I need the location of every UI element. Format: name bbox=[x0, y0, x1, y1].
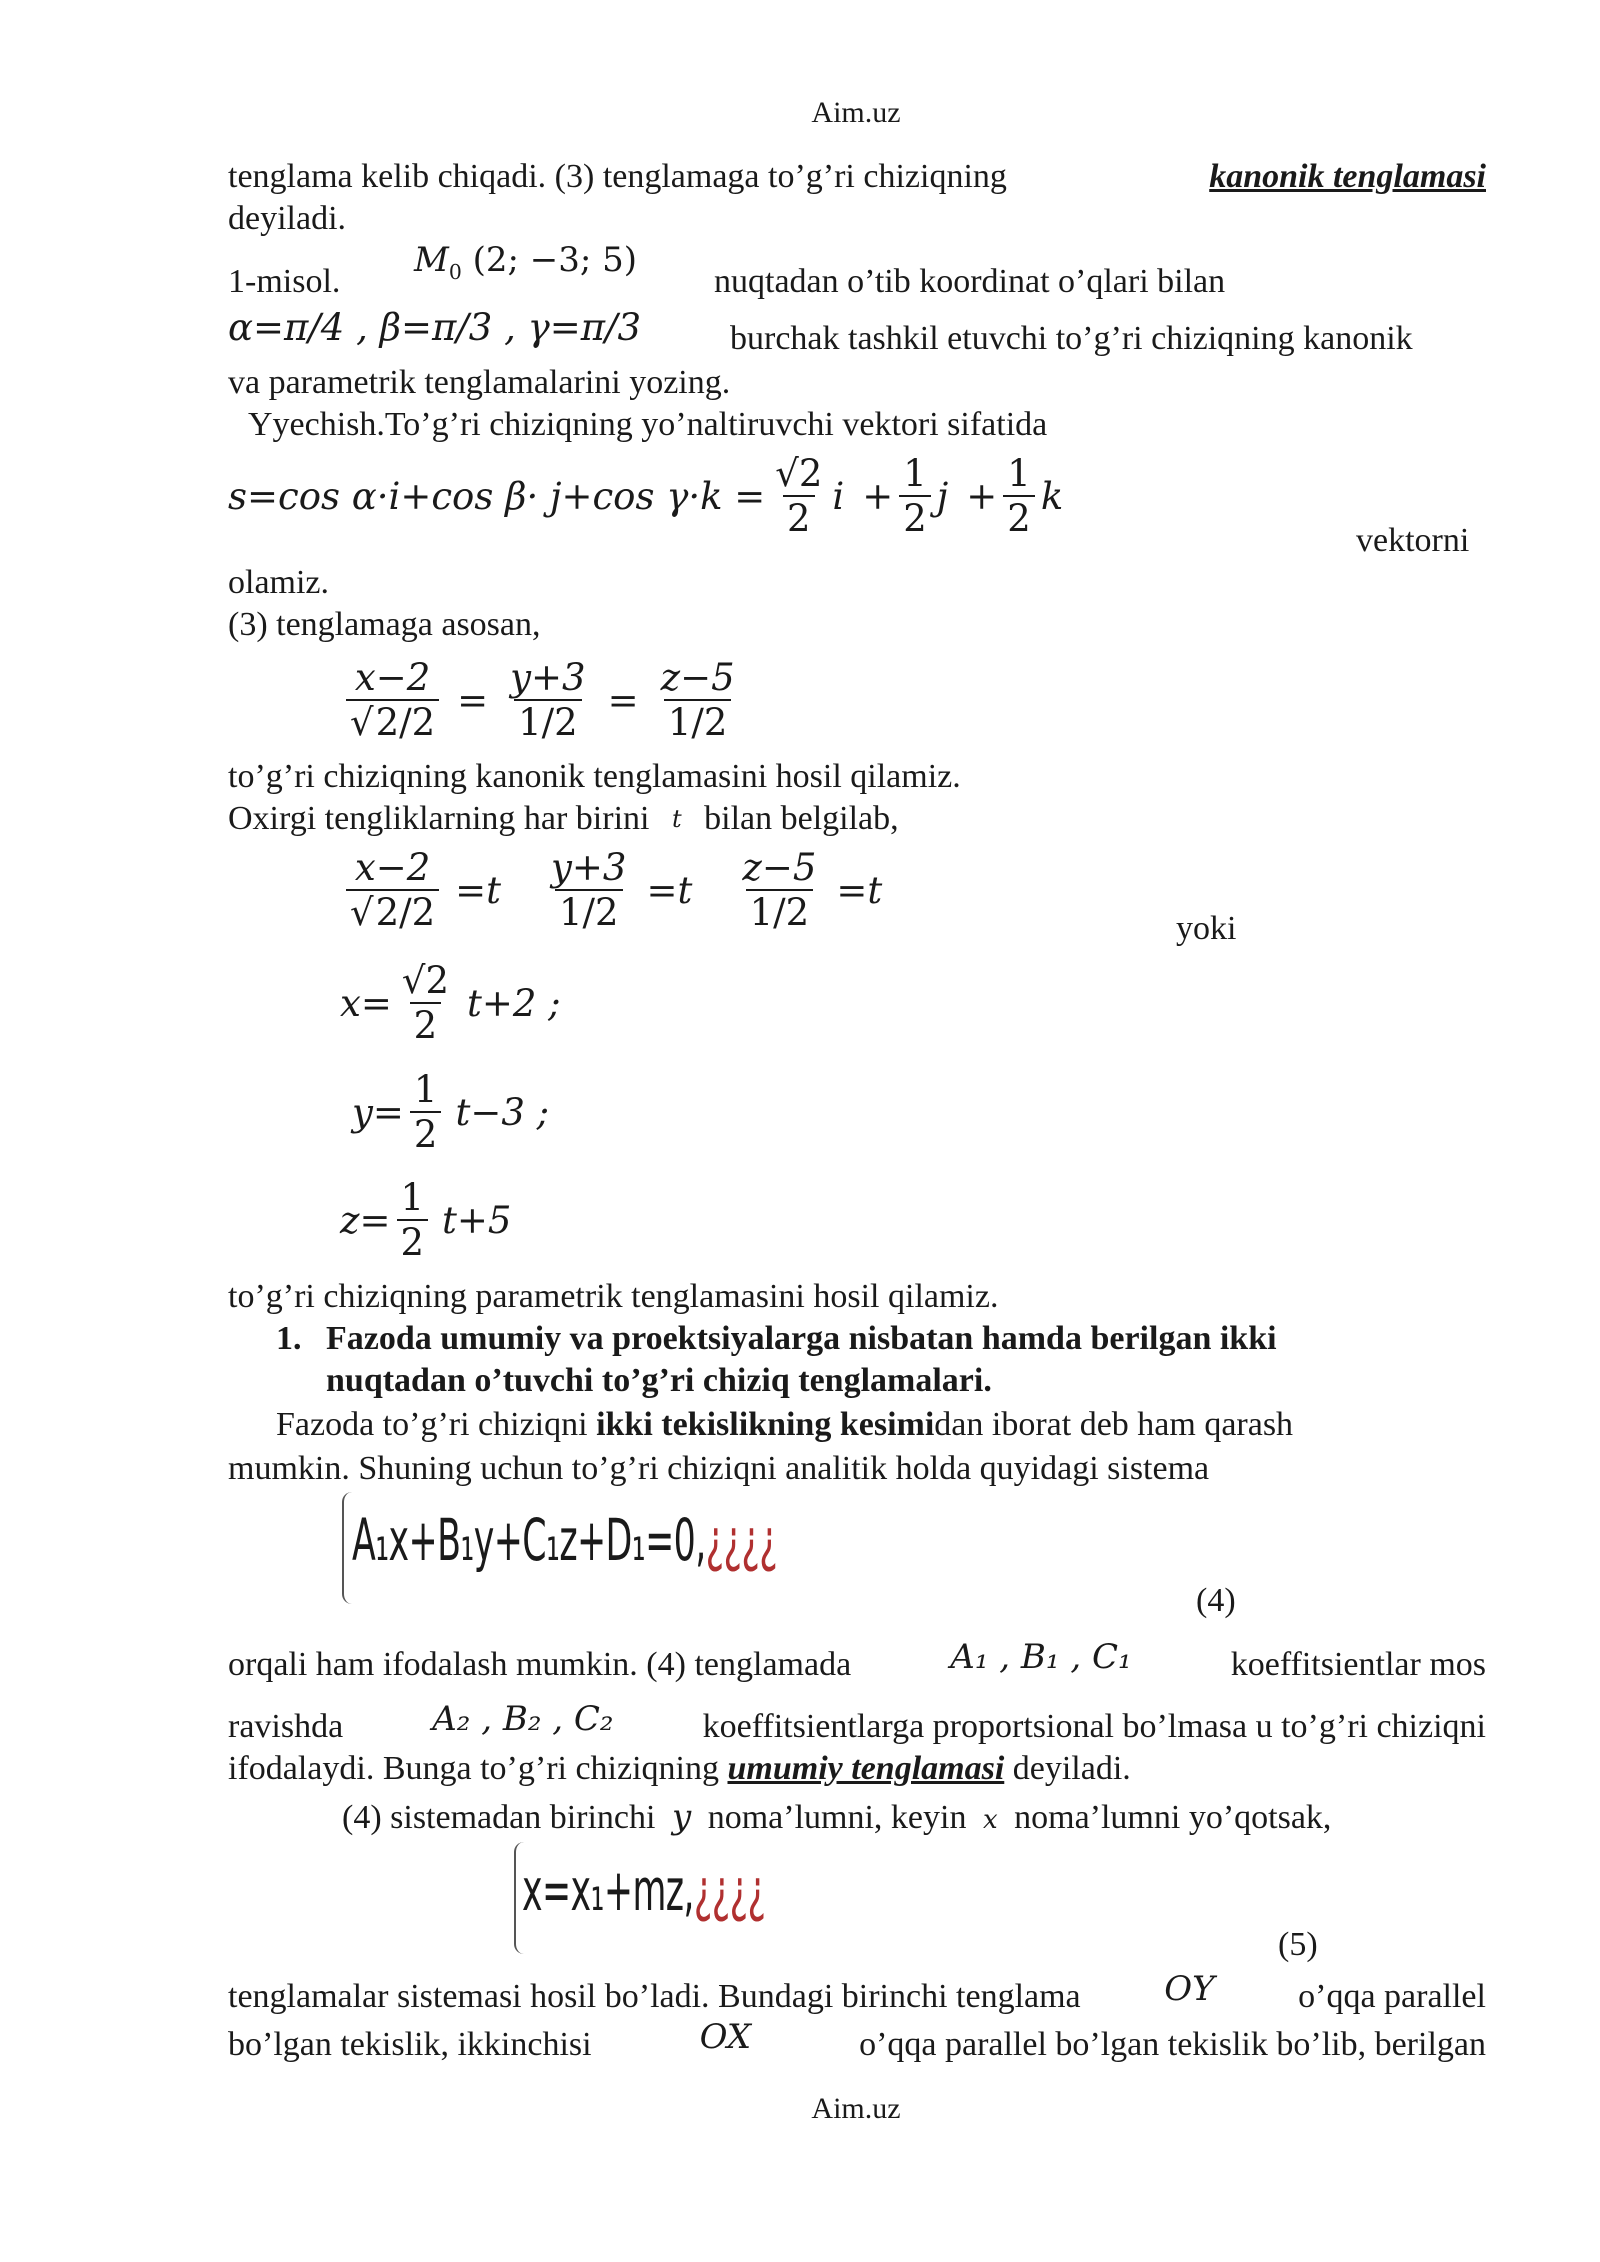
frac-x: $\frac{x-2}{√2/2}$ bbox=[346, 656, 439, 744]
para-1: Fazoda to’g’ri chiziqni ikki tekislikning kesimidan iborat deb ham qarash bbox=[276, 1406, 1294, 1443]
vektorni-word: vektorni bbox=[1356, 522, 1470, 559]
line-5: va parametrik tenglamalarini yozing. bbox=[228, 364, 731, 401]
kanonik-hosil-line: to’g’ri chiziqning kanonik tenglamasini hosil qilamiz. bbox=[228, 758, 961, 795]
page-header: Aim.uz bbox=[811, 96, 901, 129]
equation-number-5: (5) bbox=[1278, 1926, 1318, 1963]
system-4: A₁x+B₁y+C₁z+D₁=0,¿¿¿¿ bbox=[352, 1506, 778, 1574]
oxirgi-line: Oxirgi tengliklarning har birini $^t$ bilan belgilab, bbox=[228, 800, 899, 837]
system-5: x=x₁+mz,¿¿¿¿ bbox=[522, 1856, 766, 1924]
frac-sqrt2-over-2: $\frac{√2}{2}$ bbox=[775, 452, 823, 540]
angles: α=π/4 , β=π/3 , γ=π/3 bbox=[228, 306, 642, 349]
para-5: ifodalaydi. Bunga to’g’ri chiziqning umumiy tenglamasi deyiladi. bbox=[228, 1750, 1131, 1787]
asosan-line: (3) tenglamaga asosan, bbox=[228, 606, 541, 643]
para-3: orqali ham ifodalash mumkin. (4) tenglamada A₁ , B₁ , C₁ koeffitsientlar mos bbox=[228, 1637, 1486, 1683]
para-2: mumkin. Shuning uchun to’g’ri chiziqni analitik holda quyidagi sistema bbox=[228, 1450, 1210, 1487]
line-1 bbox=[228, 156, 1486, 198]
para-4: ravishda A₂ , B₂ , C₂ koeffitsientlarga proportsional bo’lmasa u to’g’ri chiziqni bbox=[228, 1699, 1486, 1745]
angles-rest: burchak tashkil etuvchi to’g’ri chiziqning kanonik bbox=[730, 320, 1413, 357]
vector-formula: s=cos α·i+cos β· j+cos γ·k = $\frac{√2}{2}$ i + $\frac{1}{2}$ j + $\frac{1}{2}$ k bbox=[228, 452, 1064, 540]
yoki-word: yoki bbox=[1176, 910, 1237, 947]
example-rest: nuqtadan o’tib koordinat o’qlari bilan bbox=[714, 263, 1226, 300]
section-number: 1. bbox=[276, 1320, 302, 1357]
canonical-equation: $\frac{x-2}{√2/2}$ = $\frac{y+3}{1/2}$ = $\frac{z-5}{1/2}$ bbox=[340, 650, 745, 750]
example-label: 1-misol. bbox=[228, 263, 341, 300]
para-8: bo’lgan tekislik, ikkinchisi OX o’qqa parallel bo’lgan tekislik bo’lib, berilgan bbox=[228, 2017, 1486, 2063]
line-6: Yyechish.To’g’ri chiziqning yo’naltiruvchi vektori sifatida bbox=[248, 406, 1048, 443]
frac-1-over-2: $\frac{1}{2}$ bbox=[899, 452, 931, 540]
frac-z: $\frac{z-5}{1/2}$ bbox=[660, 656, 735, 744]
param-x: x= $\frac{√2}{2}$ t+2 ; bbox=[340, 959, 561, 1047]
section-heading-line-2: nuqtadan o’tuvchi to’g’ri chiziq tenglamalari. bbox=[326, 1362, 992, 1399]
olamiz-line: olamiz. bbox=[228, 564, 330, 601]
para-6: (4) sistemadan birinchi y noma’lumni, keyin x noma’lumni yo’qotsak, bbox=[342, 1797, 1332, 1837]
line-2: deyiladi. bbox=[228, 200, 347, 237]
frac-y: $\frac{y+3}{1/2}$ bbox=[510, 656, 586, 744]
line-1-text: tenglama kelib chiqadi. (3) tenglamaga to’g’ri chiziqning bbox=[228, 158, 1007, 195]
param-z: z= $\frac{1}{2}$ t+5 bbox=[340, 1176, 512, 1264]
frac-1-over-2: $\frac{1}{2}$ bbox=[1003, 452, 1035, 540]
point-m0: $M_0$ (2; −3; 5) bbox=[414, 240, 638, 284]
para-7: tenglamalar sistemasi hosil bo’ladi. Bundagi birinchi tenglama OY o’qqa parallel bbox=[228, 1969, 1486, 2015]
t-equations: $\frac{x-2}{√2/2}$ =t $\frac{y+3}{1/2}$ =t $\frac{z-5}{1/2}$ =t bbox=[340, 840, 882, 940]
kanonik-term: kanonik tenglamasi bbox=[1209, 158, 1486, 195]
page-footer: Aim.uz bbox=[811, 2092, 901, 2125]
umumiy-term: umumiy tenglamasi bbox=[727, 1750, 1005, 1787]
param-y: y= $\frac{1}{2}$ t−3 ; bbox=[352, 1068, 550, 1156]
section-heading-line-1: Fazoda umumiy va proektsiyalarga nisbatan hamda berilgan ikki bbox=[326, 1320, 1277, 1357]
param-hosil-line: to’g’ri chiziqning parametrik tenglamasini hosil qilamiz. bbox=[228, 1278, 999, 1315]
equation-number-4: (4) bbox=[1196, 1582, 1236, 1619]
